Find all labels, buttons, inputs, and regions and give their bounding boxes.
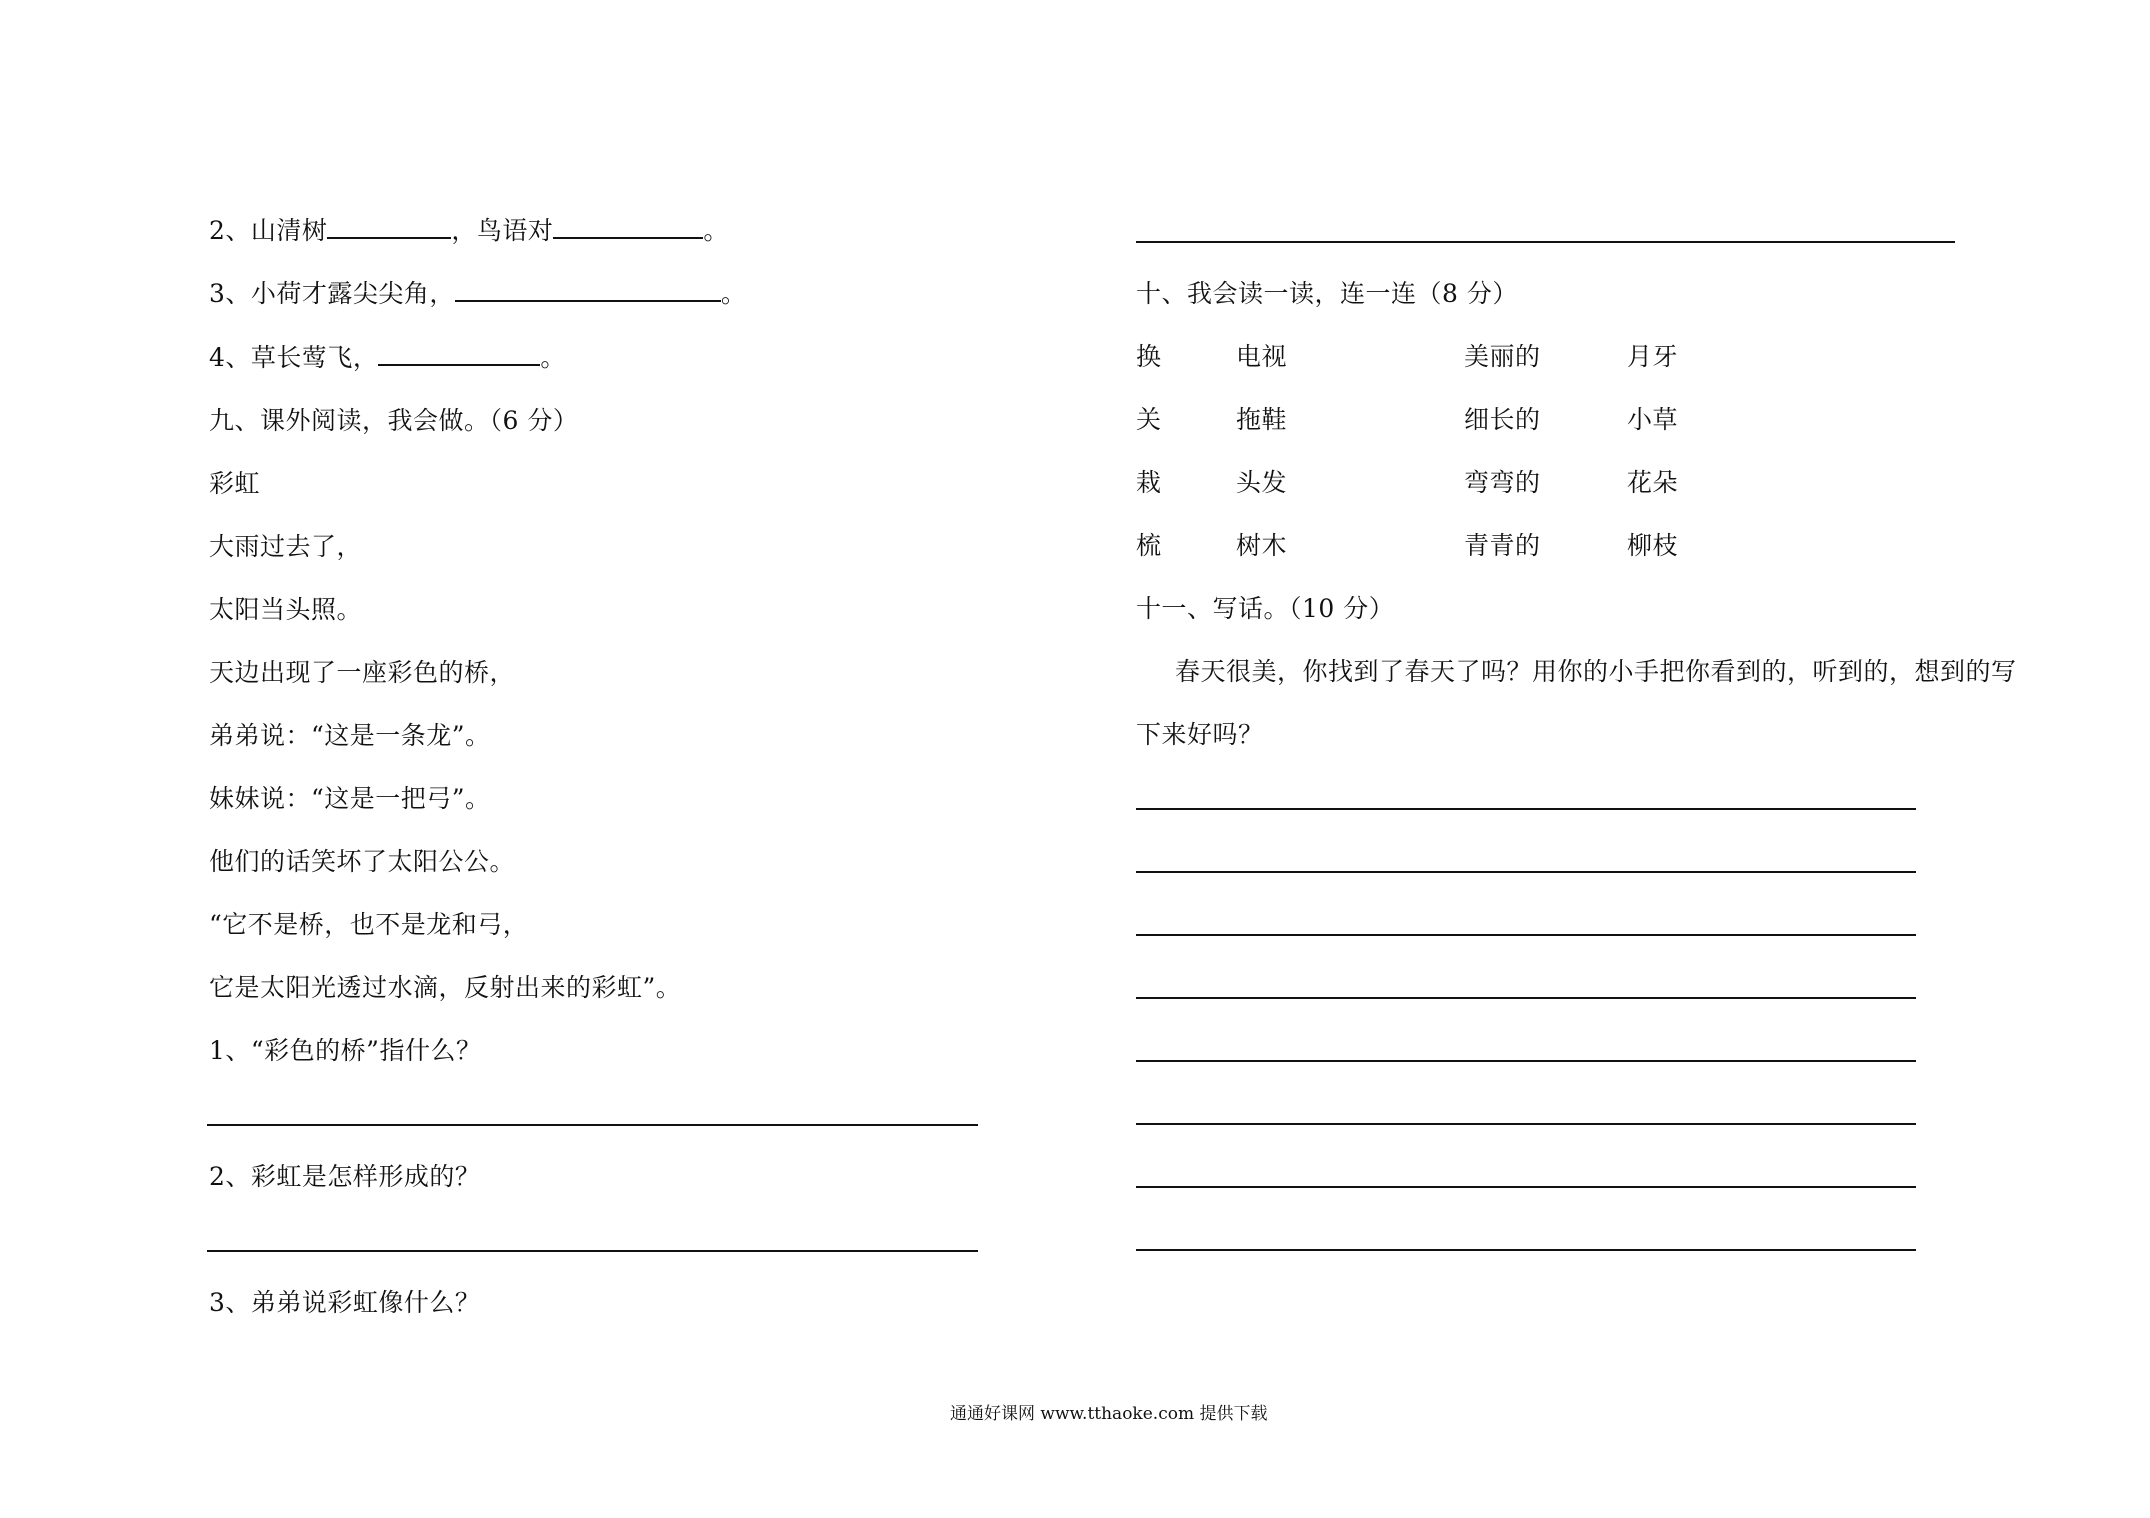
answer-line[interactable] <box>1136 241 1955 243</box>
writing-prompt-line-2: 下来好吗？ <box>1136 720 1264 749</box>
match-word[interactable]: 美丽的 <box>1464 342 1541 371</box>
match-word[interactable]: 头发 <box>1236 468 1288 497</box>
match-word[interactable]: 柳枝 <box>1627 531 1679 560</box>
question-3-suffix: 。 <box>720 279 747 308</box>
writing-line[interactable] <box>1136 1186 1916 1188</box>
section-9-title: 九、课外阅读，我会做。（6 分） <box>209 406 579 435</box>
poem-line: 太阳当头照。 <box>209 595 363 624</box>
answer-blank[interactable] <box>327 215 451 239</box>
match-word[interactable]: 梳 <box>1136 531 1162 560</box>
match-word[interactable]: 花朵 <box>1627 468 1679 497</box>
answer-blank[interactable] <box>455 278 721 302</box>
writing-line[interactable] <box>1136 1123 1916 1125</box>
match-word[interactable]: 月牙 <box>1627 342 1679 371</box>
section-10-title: 十、我会读一读，连一连（8 分） <box>1136 279 1518 308</box>
writing-line[interactable] <box>1136 934 1916 936</box>
reading-question-1: 1、“彩色的桥”指什么？ <box>209 1036 482 1065</box>
question-2-middle: ，鸟语对 <box>451 216 554 245</box>
answer-line[interactable] <box>207 1250 978 1252</box>
poem-line: 大雨过去了， <box>209 532 363 561</box>
question-3-prefix: 3、小荷才露尖尖角， <box>209 279 455 308</box>
reading-question-2: 2、彩虹是怎样形成的？ <box>209 1162 481 1191</box>
writing-line[interactable] <box>1136 808 1916 810</box>
poem-line: “它不是桥，也不是龙和弓， <box>209 910 529 939</box>
match-word[interactable]: 青青的 <box>1464 531 1541 560</box>
reading-question-3: 3、弟弟说彩虹像什么？ <box>209 1288 481 1317</box>
answer-line[interactable] <box>207 1124 978 1126</box>
writing-prompt-line-1: 春天很美，你找到了春天了吗？用你的小手把你看到的，听到的，想到的写 <box>1175 657 2017 686</box>
match-word[interactable]: 换 <box>1136 342 1162 371</box>
poem-line: 妹妹说：“这是一把弓”。 <box>209 784 491 813</box>
writing-line[interactable] <box>1136 1249 1916 1251</box>
answer-blank[interactable] <box>553 215 703 239</box>
page-footer: 通通好课网 www.tthaoke.com 提供下载 <box>950 1404 1268 1424</box>
question-4-suffix: 。 <box>540 343 566 372</box>
match-word[interactable]: 电视 <box>1236 342 1288 371</box>
writing-line[interactable] <box>1136 871 1916 873</box>
match-word[interactable]: 栽 <box>1136 468 1162 497</box>
question-2-suffix: 。 <box>703 216 729 245</box>
match-word[interactable]: 拖鞋 <box>1236 405 1288 434</box>
writing-line[interactable] <box>1136 997 1916 999</box>
poem-title: 彩虹 <box>209 469 261 498</box>
question-4-prefix: 4、草长莺飞， <box>209 343 379 372</box>
poem-line: 它是太阳光透过水滴，反射出来的彩虹”。 <box>209 973 682 1002</box>
match-word[interactable]: 细长的 <box>1464 405 1541 434</box>
answer-blank[interactable] <box>378 342 540 366</box>
match-word[interactable]: 关 <box>1136 405 1162 434</box>
poem-line: 他们的话笑坏了太阳公公。 <box>209 847 516 876</box>
match-word[interactable]: 小草 <box>1627 405 1679 434</box>
writing-line[interactable] <box>1136 1060 1916 1062</box>
poem-line: 天边出现了一座彩色的桥， <box>209 658 516 687</box>
match-word[interactable]: 树木 <box>1236 531 1288 560</box>
section-11-title: 十一、写话。（10 分） <box>1136 594 1395 623</box>
question-2 <box>209 214 729 248</box>
question-3 <box>209 277 746 311</box>
match-word[interactable]: 弯弯的 <box>1464 468 1541 497</box>
question-4 <box>209 341 566 375</box>
question-2-prefix: 2、山清树 <box>209 216 328 245</box>
poem-line: 弟弟说：“这是一条龙”。 <box>209 721 491 750</box>
